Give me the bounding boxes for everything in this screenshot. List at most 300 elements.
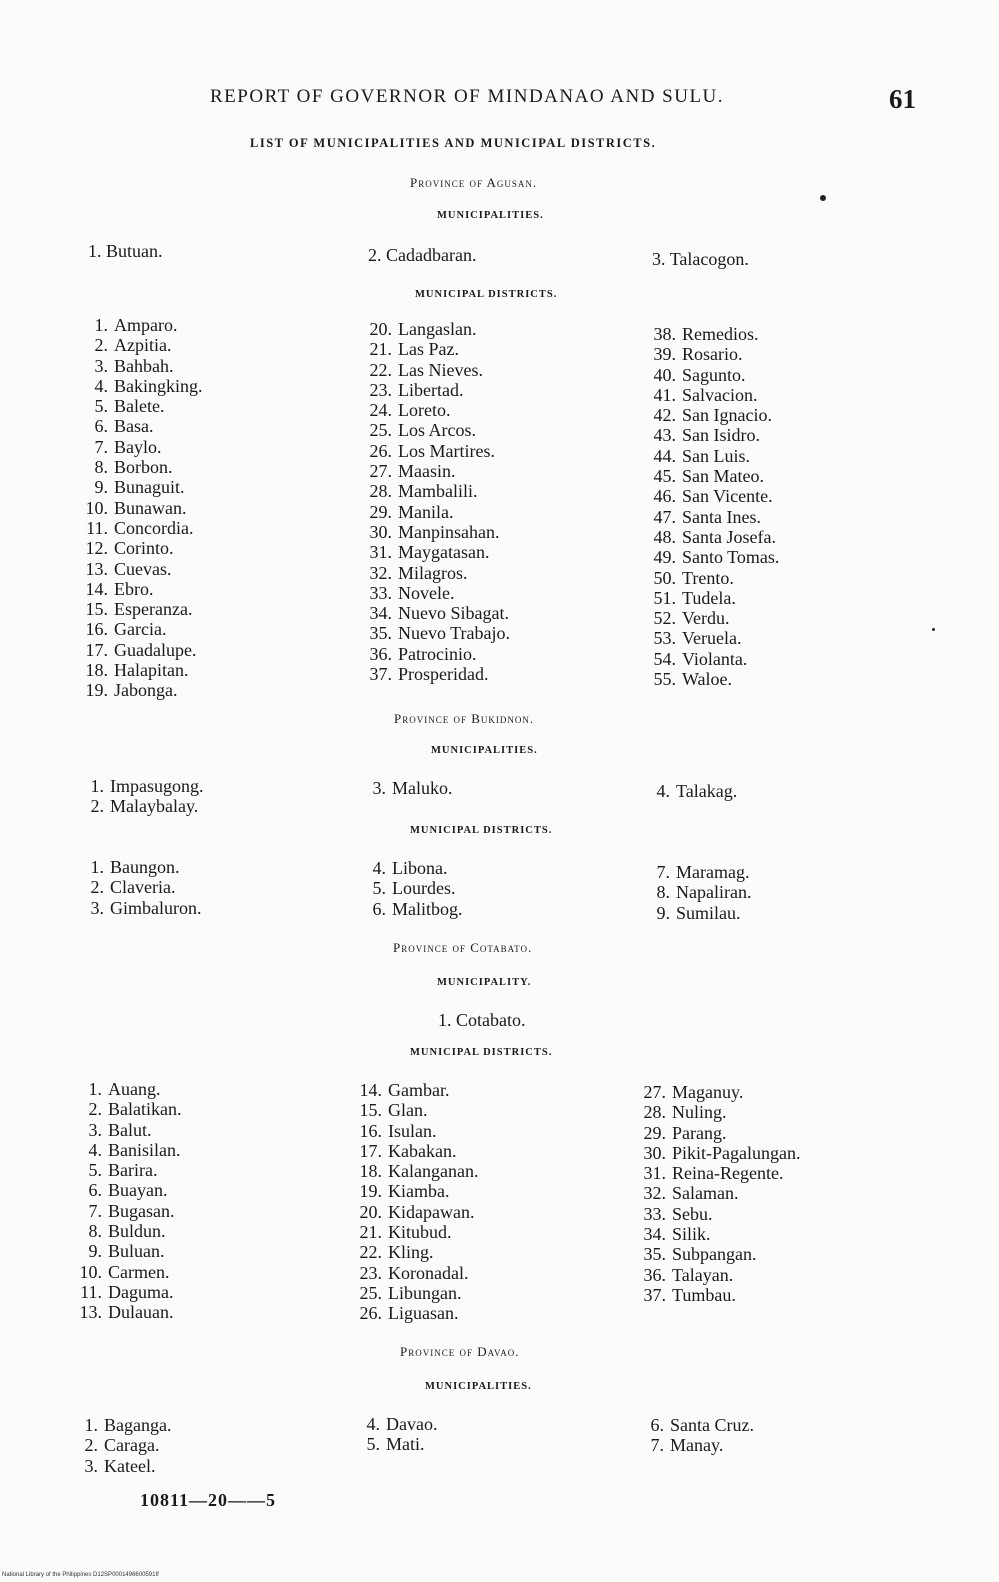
district-entry [352,1242,478,1262]
district-entry [78,498,203,518]
entry-name: Jabonga. [114,680,178,701]
entry-number: 20. [359,1201,382,1222]
entry-name: Liguasan. [388,1303,459,1324]
district-entry [646,649,779,669]
entry-name: Koronadal. [388,1262,469,1283]
entry-name: Maluko. [392,778,453,798]
entry-number: 5. [88,1160,102,1181]
entry-number: 3. [94,355,108,376]
entry-number: 28. [369,481,392,502]
entry-number: 17. [85,639,108,660]
district-entry [636,1265,801,1285]
printer-signature-code: 10811—20——5 [140,1490,277,1510]
district-entry [646,344,779,364]
entry-name: Verdu. [682,608,730,629]
entry-name: Gambar. [388,1080,450,1100]
district-entry [78,356,203,376]
entry-number: 30. [643,1142,666,1163]
municipality-entry [74,796,204,816]
entry-number: 39. [653,344,676,365]
entry-number: 27. [369,461,392,482]
cotabato-districts-column-2 [352,1080,478,1324]
entry-number: 19. [359,1181,382,1202]
district-entry [362,502,510,522]
entry-name: Parang. [672,1122,727,1143]
district-entry [78,416,203,436]
entry-number: 43. [653,425,676,446]
entry-number: 14. [359,1080,382,1100]
entry-name: Napaliran. [676,882,752,903]
entry-number: 6. [372,898,386,919]
entry-number: 52. [653,608,676,629]
district-entry [362,563,510,583]
agusan-province-title: Province of Agusan. [410,175,538,190]
entry-name: Kateel. [104,1455,156,1476]
entry-number: 18. [359,1161,382,1182]
entry-name: Tudela. [682,587,736,608]
entry-number: 23. [369,379,392,400]
district-entry [362,319,510,339]
entry-number: 15. [85,599,108,620]
entry-number: 9. [94,477,108,498]
entry-name: Veruela. [682,628,742,649]
entry-name: Kiamba. [388,1181,450,1202]
entry-name: Dulauan. [108,1302,174,1323]
entry-number: 6. [94,416,108,437]
bukidnon-districts-heading: MUNICIPAL DISTRICTS. [410,825,553,836]
entry-name: Trento. [682,567,734,588]
entry-name: San Vicente. [682,486,773,507]
entry-number: 9. [656,902,670,923]
entry-name: Balete. [114,396,165,417]
entry-name: Kalanganan. [388,1161,479,1182]
district-entry [72,1302,181,1322]
list-title: LIST OF MUNICIPALITIES AND MUNICIPAL DISTRICTS. [250,136,657,150]
davao-municipalities-column-3 [634,1415,754,1456]
entry-name: Bunaguit. [114,477,185,498]
district-entry [646,365,779,385]
entry-name: Patrocinio. [398,643,477,664]
entry-number: 4. [94,375,108,396]
entry-name: Kabakan. [388,1140,457,1161]
entry-name: Malaybalay. [110,796,199,817]
entry-name: Cadadbaran. [386,245,477,265]
entry-number: 8. [94,457,108,478]
entry-number: 25. [369,420,392,441]
entry-number: 4. [366,1414,380,1434]
district-entry [78,619,203,639]
entry-number: 1. [438,1010,452,1030]
entry-name: Santa Josefa. [682,526,776,547]
district-entry [352,1303,478,1323]
entry-number: 36. [643,1264,666,1285]
entry-number: 42. [653,405,676,426]
entry-name: Carmen. [108,1261,170,1282]
district-entry [646,628,779,648]
entry-name: Talacogon. [669,249,749,269]
entry-name: Langaslan. [398,319,477,339]
entry-number: 2. [94,335,108,356]
district-entry [636,1102,801,1122]
district-entry [78,559,203,579]
district-entry [636,1123,801,1143]
entry-number: 37. [369,664,392,685]
district-entry [646,385,779,405]
entry-number: 34. [643,1224,666,1245]
bukidnon-districts-column-2 [356,858,463,919]
entry-name: Mambalili. [398,481,478,502]
entry-number: 6. [650,1415,664,1435]
entry-number: 2. [90,877,104,898]
entry-name: Waloe. [682,669,733,690]
district-entry [72,1180,181,1200]
district-entry [72,1262,181,1282]
davao-municipalities-column-1 [68,1415,171,1476]
entry-number: 30. [369,521,392,542]
entry-name: Baylo. [114,436,162,457]
entry-name: Reina-Regente. [672,1163,784,1184]
cotabato-municipality-heading: MUNICIPALITY. [437,977,532,988]
entry-name: Libungan. [388,1282,462,1303]
entry-name: Manpinsahan. [398,521,500,542]
district-entry [78,335,203,355]
agusan-municipality-1 [88,241,163,262]
district-entry [646,446,779,466]
entry-name: Impasugong. [110,776,204,796]
bukidnon-municipalities-heading: MUNICIPALITIES. [431,745,538,756]
entry-name: Silik. [672,1224,711,1245]
entry-name: Maasin. [398,461,456,482]
bukidnon-municipalities-column-3 [640,781,737,801]
entry-name: Sebu. [672,1203,713,1224]
district-entry [646,568,779,588]
district-entry [74,877,202,897]
bukidnon-districts-column-1 [74,857,202,918]
district-entry [72,1079,181,1099]
entry-number: 20. [369,319,392,339]
district-entry [636,1224,801,1244]
entry-number: 21. [359,1222,382,1243]
entry-number: 47. [653,506,676,527]
entry-number: 2. [90,796,104,817]
entry-name: Los Martires. [398,440,495,461]
district-entry [646,324,779,344]
entry-name: Santo Tomas. [682,547,780,568]
entry-name: Bugasan. [108,1200,175,1221]
district-entry [636,1285,801,1305]
district-entry [74,857,202,877]
entry-name: Halapitan. [114,660,189,681]
davao-municipalities-heading: MUNICIPALITIES. [425,1381,532,1392]
entry-number: 7. [88,1200,102,1221]
district-entry [72,1099,181,1119]
district-entry [78,437,203,457]
entry-number: 28. [643,1102,666,1123]
entry-name: Guadalupe. [114,639,197,660]
entry-name: Baungon. [110,857,180,877]
entry-number: 18. [85,660,108,681]
district-entry [646,527,779,547]
entry-number: 31. [643,1163,666,1184]
entry-number: 27. [643,1082,666,1102]
district-entry [362,360,510,380]
entry-name: San Isidro. [682,425,760,446]
entry-name: Malitbog. [392,898,463,919]
entry-name: San Luis. [682,445,751,466]
agusan-municipalities-heading: MUNICIPALITIES. [437,210,544,221]
entry-name: Cuevas. [114,558,172,579]
entry-name: Nuevo Sibagat. [398,603,509,624]
municipality-entry [634,1435,754,1455]
entry-name: Libertad. [398,379,464,400]
district-entry [362,623,510,643]
cotabato-districts-column-3 [636,1082,801,1305]
entry-number: 11. [80,1281,102,1302]
entry-number: 5. [366,1434,380,1455]
district-entry [640,862,751,882]
entry-name: Los Arcos. [398,420,476,441]
entry-number: 1. [88,1079,102,1099]
entry-number: 9. [88,1241,102,1262]
davao-municipalities-column-2 [350,1414,437,1455]
district-entry [78,579,203,599]
entry-name: Banisilan. [108,1139,181,1160]
entry-name: Basa. [114,416,154,437]
municipality-entry [68,1415,171,1435]
entry-number: 3. [90,897,104,918]
entry-name: Mati. [386,1434,425,1455]
entry-name: Davao. [386,1414,438,1434]
entry-name: Lourdes. [392,878,456,899]
entry-name: Maramag. [676,862,750,882]
entry-name: Santa Cruz. [670,1415,754,1435]
district-entry [352,1283,478,1303]
entry-number: 44. [653,445,676,466]
entry-name: Buldun. [108,1221,166,1242]
district-entry [78,457,203,477]
davao-province-title: Province of Davao. [400,1344,520,1359]
district-entry [362,583,510,603]
entry-number: 2. [88,1099,102,1120]
entry-number: 38. [653,324,676,344]
entry-number: 7. [650,1435,664,1456]
district-entry [362,644,510,664]
entry-name: Nuevo Trabajo. [398,623,510,644]
entry-name: Amparo. [114,315,178,335]
entry-name: Isulan. [388,1120,437,1141]
district-entry [352,1121,478,1141]
entry-number: 1. [90,776,104,796]
entry-name: Loreto. [398,400,451,421]
entry-number: 26. [369,440,392,461]
district-entry [636,1163,801,1183]
entry-number: 32. [369,562,392,583]
district-entry [78,315,203,335]
district-entry [362,522,510,542]
district-entry [352,1100,478,1120]
entry-number: 13. [79,1302,102,1323]
agusan-municipality-3 [652,249,749,270]
district-entry [74,898,202,918]
district-entry [646,507,779,527]
district-entry [356,858,463,878]
entry-number: 8. [656,882,670,903]
district-entry [72,1120,181,1140]
municipality-entry [350,1414,437,1434]
entry-number: 25. [359,1282,382,1303]
entry-name: Balatikan. [108,1099,182,1120]
cotabato-districts-heading: MUNICIPAL DISTRICTS. [410,1047,553,1058]
entry-name: Claveria. [110,877,176,898]
entry-name: Manay. [670,1435,724,1456]
entry-number: 35. [369,623,392,644]
entry-number: 13. [85,558,108,579]
entry-name: Manila. [398,501,454,522]
municipality-entry [74,776,204,796]
entry-number: 5. [94,396,108,417]
entry-number: 45. [653,466,676,487]
entry-number: 5. [372,878,386,899]
entry-name: Bakingking. [114,375,203,396]
entry-name: Baganga. [104,1415,172,1435]
entry-name: Talakag. [676,781,738,801]
district-entry [352,1141,478,1161]
district-entry [636,1143,801,1163]
agusan-districts-column-3 [646,324,779,689]
entry-name: Balut. [108,1119,152,1140]
district-entry [646,669,779,689]
page-number: 61 [889,84,916,114]
municipality-entry [634,1415,754,1435]
entry-name: Azpitia. [114,335,172,356]
entry-number: 3. [84,1455,98,1476]
entry-name: Butuan. [106,241,163,261]
entry-name: Kling. [388,1242,434,1263]
district-entry [362,339,510,359]
entry-name: Kidapawan. [388,1201,475,1222]
entry-name: Sumilau. [676,902,741,923]
entry-number: 3. [652,249,666,269]
entry-name: Salvacion. [682,384,758,405]
district-entry [78,640,203,660]
district-entry [352,1161,478,1181]
district-entry [362,441,510,461]
district-entry [636,1183,801,1203]
entry-number: 4. [88,1139,102,1160]
entry-name: San Ignacio. [682,405,772,426]
entry-name: Tumbau. [672,1284,736,1305]
agusan-districts-column-1 [78,315,203,701]
entry-name: Barira. [108,1160,158,1181]
entry-number: 3. [372,778,386,798]
district-entry [362,420,510,440]
entry-name: Borbon. [114,457,173,478]
district-entry [646,547,779,567]
district-entry [356,878,463,898]
entry-name: Subpangan. [672,1244,757,1265]
scan-speck [820,195,826,201]
entry-name: Daguma. [108,1281,174,1302]
entry-name: Salaman. [672,1183,739,1204]
entry-number: 21. [369,339,392,360]
entry-name: Auang. [108,1079,161,1099]
cotabato-districts-column-1 [72,1079,181,1323]
entry-number: 6. [88,1180,102,1201]
entry-number: 46. [653,486,676,507]
entry-number: 29. [369,501,392,522]
entry-number: 33. [643,1203,666,1224]
district-entry [362,461,510,481]
entry-name: Rosario. [682,344,743,365]
entry-number: 17. [359,1140,382,1161]
district-entry [78,660,203,680]
district-entry [352,1263,478,1283]
entry-number: 37. [643,1284,666,1305]
entry-number: 31. [369,542,392,563]
entry-number: 10. [79,1261,102,1282]
district-entry [78,680,203,700]
district-entry [640,882,751,902]
bukidnon-districts-column-3 [640,862,751,923]
entry-number: 14. [85,578,108,599]
district-entry [352,1202,478,1222]
entry-name: Buluan. [108,1241,165,1262]
entry-name: Talayan. [672,1264,734,1285]
bukidnon-municipalities-column-2 [356,778,453,798]
district-entry [356,899,463,919]
entry-number: 22. [369,359,392,380]
entry-name: Sagunto. [682,364,746,385]
municipality-entry [640,781,737,801]
entry-name: Milagros. [398,562,468,583]
entry-number: 1. [94,315,108,335]
entry-name: Kitubud. [388,1222,452,1243]
running-head: REPORT OF GOVERNOR OF MINDANAO AND SULU. [210,86,725,107]
entry-number: 16. [85,619,108,640]
district-entry [352,1222,478,1242]
entry-number: 1. [84,1415,98,1435]
entry-number: 2. [368,245,382,265]
entry-name: Bahbah. [114,355,174,376]
agusan-districts-heading: MUNICIPAL DISTRICTS. [415,289,558,300]
entry-number: 48. [653,526,676,547]
entry-number: 55. [653,669,676,690]
district-entry [78,518,203,538]
entry-name: Prosperidad. [398,664,489,685]
cotabato-province-title: Province of Cotabato. [393,940,533,955]
entry-number: 10. [85,497,108,518]
source-caption: National Library of the Philippines D12SP0001496600591If [2,1572,159,1578]
district-entry [72,1282,181,1302]
district-entry [78,376,203,396]
entry-name: Las Nieves. [398,359,483,380]
entry-number: 4. [656,781,670,801]
municipality-entry [68,1435,171,1455]
entry-number: 1. [88,241,102,261]
entry-number: 16. [359,1120,382,1141]
entry-number: 12. [85,538,108,559]
entry-name: Cotabato. [456,1010,526,1030]
district-entry [640,903,751,923]
entry-name: Las Paz. [398,339,459,360]
scan-speck [932,628,935,631]
entry-number: 41. [653,384,676,405]
entry-name: Caraga. [104,1435,160,1456]
district-entry [636,1244,801,1264]
district-entry [78,538,203,558]
entry-number: 33. [369,582,392,603]
entry-number: 15. [359,1100,382,1121]
